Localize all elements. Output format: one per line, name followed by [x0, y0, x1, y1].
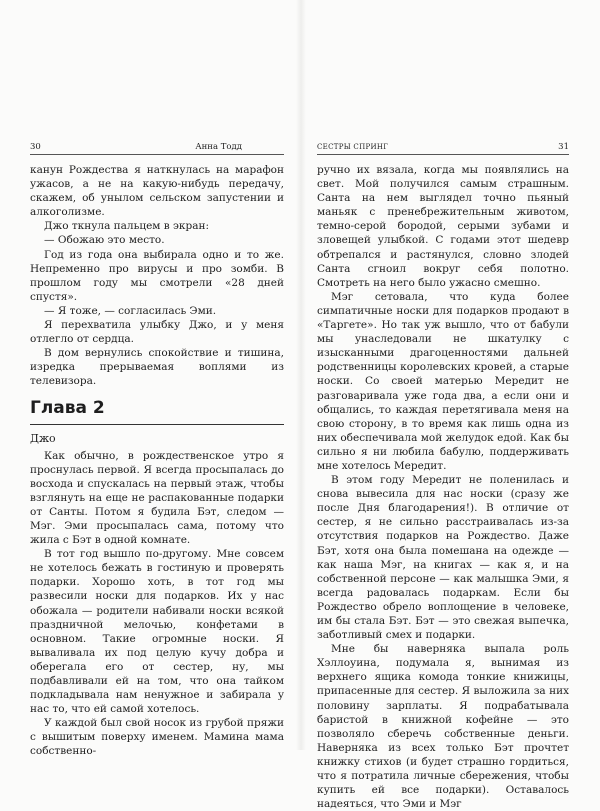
chapter-heading: Глава 2 [30, 397, 284, 425]
right-page [317, 140, 569, 811]
left-running-head [30, 140, 284, 155]
paragraph: В тот год вышло по-другому. Мне совсем не хотелось бежать в гостиную и проверять подарки. Хорошо хоть, в тот год мы развесили носки для подарков. Их у нас обожала — родители набивали носки всякой праздничной мелочью, конфетами в основном. Такие огромные носки. Я вываливала их под целую кучу добра и оберегала его от сестер, ну, мы подбавливали ей на том, что она тайком подкладывала нам ненужное и забирала у нас то, что ей самой хотелось. [30, 548, 284, 716]
paragraph: Мне бы наверняка выпала роль Хэллоуина, подумала я, вынимая из верхнего ящика комода тонкие книжицы, припасенные для сестер. Я выложила за них половину зарплаты. Я подрабатывала баристой в книжной кофейне — это позволяло сберечь собственные деньги. Наверняка из всех только Бэт прочтет книжку стихов (и будет страшно гордиться, что я потратила личные сбережения, чтобы купить ей все подарки). Оставалось надеяться, что Эми и Мэг [317, 643, 569, 811]
paragraph: Мэг сетовала, что куда более симпатичные носки для подарков продают в «Таргете». Но так уж вышло, что от бабули мы унаследовали не шкатулку с изысканными драгоценностями дальней родственницы королевских кровей, а старые носки. Со своей матерью Мередит не разговаривала уже года два, а если они и общались, то каждая перетягивала меня на свою сторону, в то время как лишь одна из них обеспечивала мой желудок едой. Как бы сильно я ни любила бабулю, поддерживать мне хотелось Мередит. [317, 290, 569, 472]
paragraph: канун Рождества я наткнулась на марафон ужасов, а не на какую-нибудь передачу, скажем, об унылом сельском запустении и алкоголизме. [30, 164, 284, 219]
paragraph: — Я тоже, — согласилась Эми. [44, 304, 217, 317]
left-body-text [30, 163, 284, 759]
paragraph: Джо ткнула пальцем в экран: [44, 220, 209, 233]
paragraph: — Обожаю это место. [44, 234, 165, 247]
paragraph: Как обычно, в рождественское утро я проснулась первой. Я всегда просыпалась до восхода и спускалась на первый этаж, чтобы взглянуть на еще не распакованные подарки от Санты. Потом я будила Бэт, следом — Мэг. Эми просыпалась сама, потому что жила с Бэт в одной комнате. [30, 449, 284, 547]
paragraph: Год из года она выбирала одно и то же. Непременно про вирусы и про зомби. В прошлом году мы смотрели «28 дней спустя». [30, 248, 284, 303]
section-name: Джо [30, 431, 56, 445]
right-page-number: 31 [558, 142, 569, 152]
paragraph: ручно их вязала, когда мы появлялись на свет. Мой получился самым страшным. Санта на нем выглядел точно пьяный маньяк с пренебрежительным животом, темно-серой бородой, серыми зубами и зловещей улыбкой. С годами этот шедевр обтрепался и растянулся, словно злодей Санта сгноил вокруг себя полотно. Смотреть на него было ужасно смешно. [317, 164, 569, 289]
right-running-title: СЕСТРЫ СПРИНГ [317, 143, 389, 151]
right-body-text [317, 163, 569, 811]
paragraph: У каждой был свой носок из грубой пряжи с вышитым поверху именем. Мамина мама собственно- [30, 717, 284, 758]
left-page-number: 30 [30, 142, 41, 152]
left-running-title: Анна Тодд [195, 142, 242, 152]
book-gutter [296, 0, 306, 750]
paragraph: Я перехватила улыбку Джо, и у меня отлегло от сердца. [30, 319, 284, 346]
paragraph: В этом году Мередит не поленилась и снова вывесила для нас носки (сразу же после Дня благодарения!). В отличие от сестер, я не сильно расстраивалась из-за отсутствия подарков на Рождество. Даже Бэт, хотя она была помешана на одежде — как наша Мэг, на книгах — как я, и на собственной персоне — как малышка Эми, я всегда радовалась подаркам. Если бы Рождество обрело воплощение в человеке, им бы стала Бэт. Бэт — это свежая выпечка, заботливый смех и подарки. [317, 474, 569, 642]
paragraph: В дом вернулись спокойствие и тишина, изредка прерываемая воплями из телевизора. [30, 347, 284, 388]
left-page [30, 140, 284, 759]
right-running-head [317, 140, 569, 155]
